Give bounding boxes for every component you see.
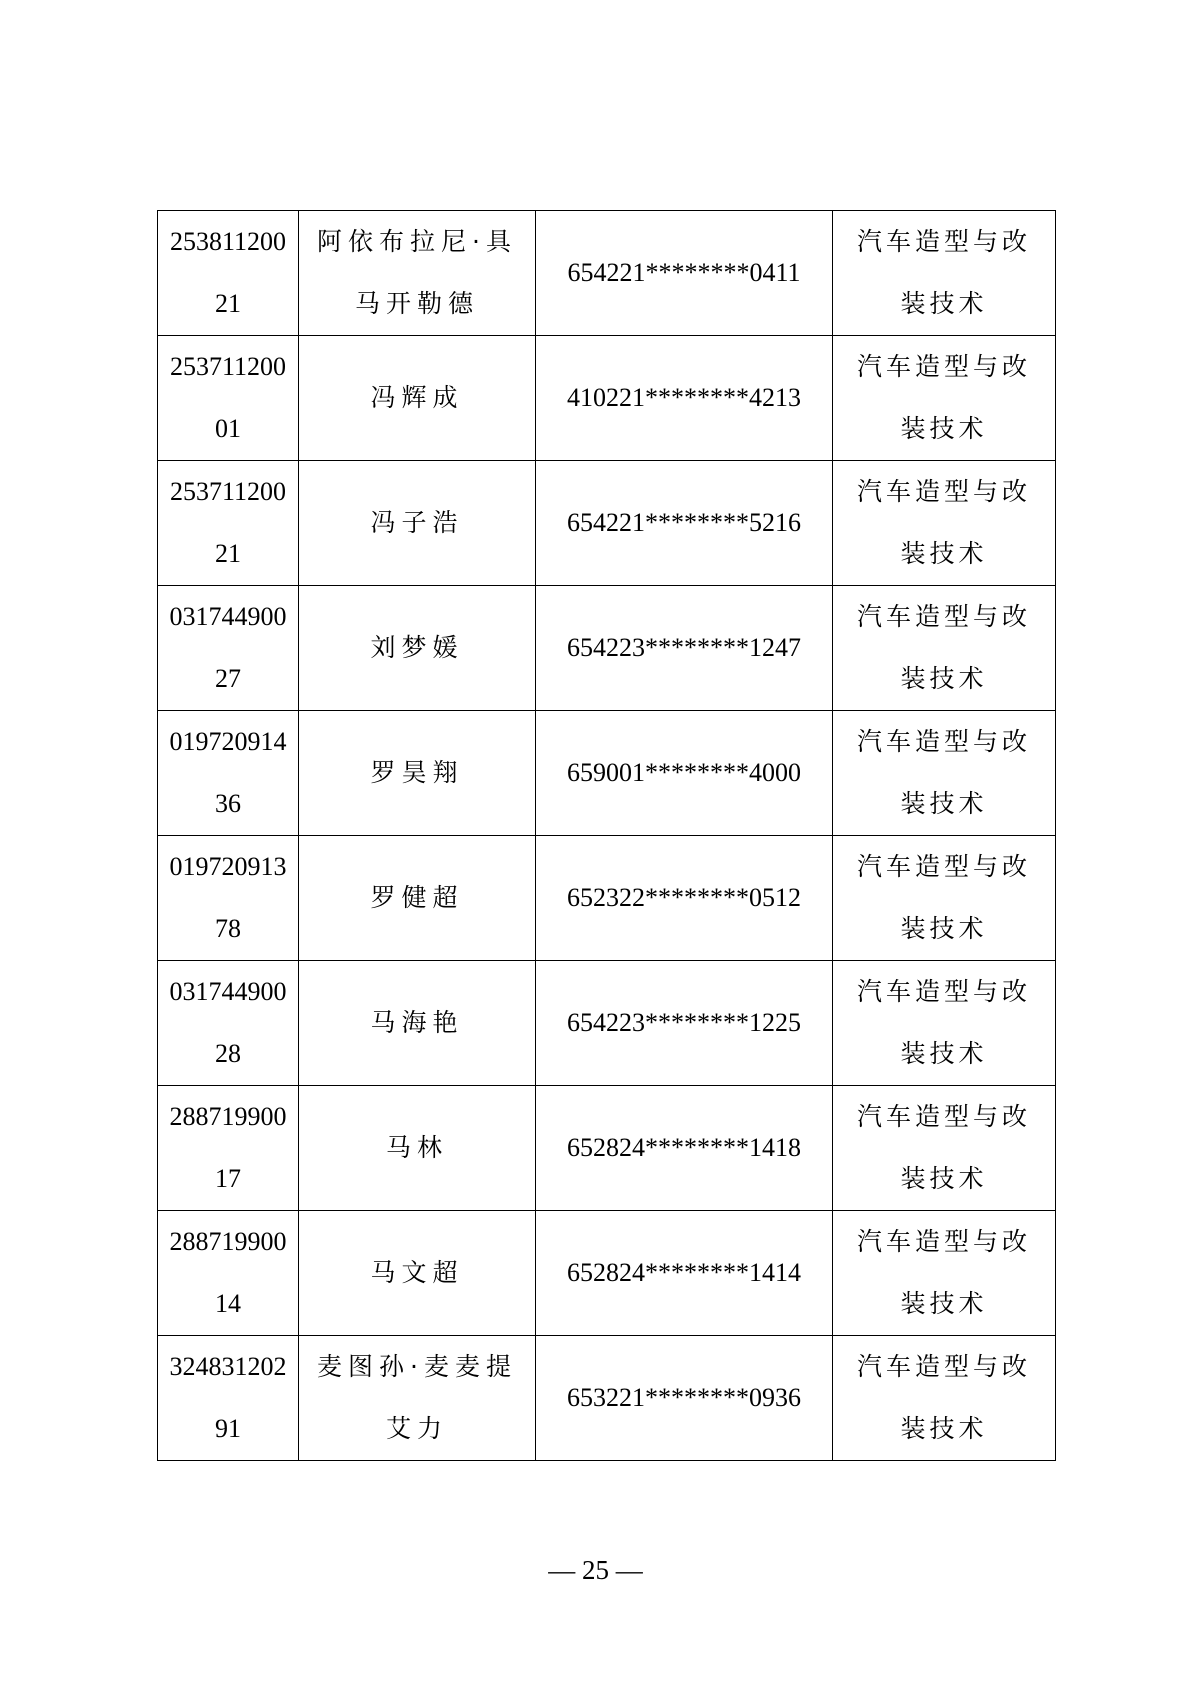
id-card-cell (536, 336, 833, 461)
id-card-text: 654223********1247 (567, 633, 801, 662)
student-name-cell (299, 586, 536, 711)
student-name-cell (299, 336, 536, 461)
table-row (158, 211, 1056, 336)
id-card-cell (536, 1086, 833, 1211)
major-cell (833, 1211, 1056, 1336)
major-cell (833, 461, 1056, 586)
exam-number-text: 32483120291 (169, 1352, 287, 1443)
student-name-text: 刘梦媛 (370, 633, 464, 662)
id-card-cell (536, 1211, 833, 1336)
student-name-cell (299, 711, 536, 836)
major-cell (833, 211, 1056, 336)
exam-number-cell (158, 961, 299, 1086)
student-name-cell (299, 1211, 536, 1336)
exam-number-cell (158, 1211, 299, 1336)
student-name-text: 马林 (385, 1133, 448, 1162)
student-name-text: 麦图孙·麦麦提艾力 (317, 1352, 517, 1443)
exam-number-cell (158, 1336, 299, 1461)
major-text: 汽车造型与改装技术 (856, 602, 1031, 693)
id-card-cell (536, 461, 833, 586)
student-name-cell (299, 1086, 536, 1211)
table-row (158, 461, 1056, 586)
table-row (158, 336, 1056, 461)
student-roster-table (157, 210, 1056, 1461)
id-card-text: 653221********0936 (567, 1383, 801, 1412)
student-name-text: 罗昊翔 (370, 758, 464, 787)
table-row (158, 586, 1056, 711)
id-card-text: 654221********5216 (567, 508, 801, 537)
exam-number-text: 01972091378 (169, 852, 287, 943)
student-name-text: 冯子浩 (370, 508, 464, 537)
major-text: 汽车造型与改装技术 (856, 352, 1031, 443)
major-cell (833, 711, 1056, 836)
exam-number-text: 03174490027 (169, 602, 287, 693)
id-card-text: 654221********0411 (567, 258, 801, 287)
exam-number-cell (158, 211, 299, 336)
exam-number-cell (158, 336, 299, 461)
page-number: — 25 — (548, 1555, 643, 1585)
table-row (158, 711, 1056, 836)
id-card-cell (536, 586, 833, 711)
student-name-cell (299, 836, 536, 961)
major-text: 汽车造型与改装技术 (856, 852, 1031, 943)
student-name-cell (299, 1336, 536, 1461)
roster-body (158, 211, 1056, 1461)
major-text: 汽车造型与改装技术 (856, 227, 1031, 318)
table-row (158, 1211, 1056, 1336)
id-card-text: 652322********0512 (567, 883, 801, 912)
major-cell (833, 836, 1056, 961)
id-card-text: 659001********4000 (567, 758, 801, 787)
exam-number-text: 25371120001 (169, 352, 287, 443)
exam-number-text: 28871990017 (169, 1102, 287, 1193)
exam-number-text: 25371120021 (169, 477, 287, 568)
table-row (158, 1336, 1056, 1461)
exam-number-cell (158, 461, 299, 586)
id-card-cell (536, 211, 833, 336)
major-cell (833, 586, 1056, 711)
student-name-text: 罗健超 (370, 883, 464, 912)
student-name-cell (299, 461, 536, 586)
table-row (158, 1086, 1056, 1211)
id-card-cell (536, 711, 833, 836)
id-card-text: 652824********1418 (567, 1133, 801, 1162)
id-card-cell (536, 1336, 833, 1461)
table-row (158, 961, 1056, 1086)
student-name-cell (299, 211, 536, 336)
major-text: 汽车造型与改装技术 (856, 977, 1031, 1068)
exam-number-text: 01972091436 (169, 727, 287, 818)
student-name-text: 马海艳 (370, 1008, 464, 1037)
major-text: 汽车造型与改装技术 (856, 477, 1031, 568)
id-card-cell (536, 836, 833, 961)
exam-number-text: 03174490028 (169, 977, 287, 1068)
major-cell (833, 961, 1056, 1086)
major-text: 汽车造型与改装技术 (856, 1352, 1031, 1443)
exam-number-cell (158, 836, 299, 961)
exam-number-text: 25381120021 (169, 227, 287, 318)
exam-number-cell (158, 1086, 299, 1211)
exam-number-cell (158, 586, 299, 711)
major-text: 汽车造型与改装技术 (856, 1102, 1031, 1193)
id-card-text: 410221********4213 (567, 383, 801, 412)
major-cell (833, 1336, 1056, 1461)
exam-number-cell (158, 711, 299, 836)
id-card-text: 652824********1414 (567, 1258, 801, 1287)
id-card-text: 654223********1225 (567, 1008, 801, 1037)
table-row (158, 836, 1056, 961)
major-cell (833, 1086, 1056, 1211)
major-text: 汽车造型与改装技术 (856, 1227, 1031, 1318)
exam-number-text: 28871990014 (169, 1227, 287, 1318)
student-name-text: 马文超 (370, 1258, 464, 1287)
id-card-cell (536, 961, 833, 1086)
student-name-text: 阿依布拉尼·具马开勒德 (317, 227, 517, 318)
student-name-text: 冯辉成 (370, 383, 464, 412)
major-text: 汽车造型与改装技术 (856, 727, 1031, 818)
student-name-cell (299, 961, 536, 1086)
major-cell (833, 336, 1056, 461)
